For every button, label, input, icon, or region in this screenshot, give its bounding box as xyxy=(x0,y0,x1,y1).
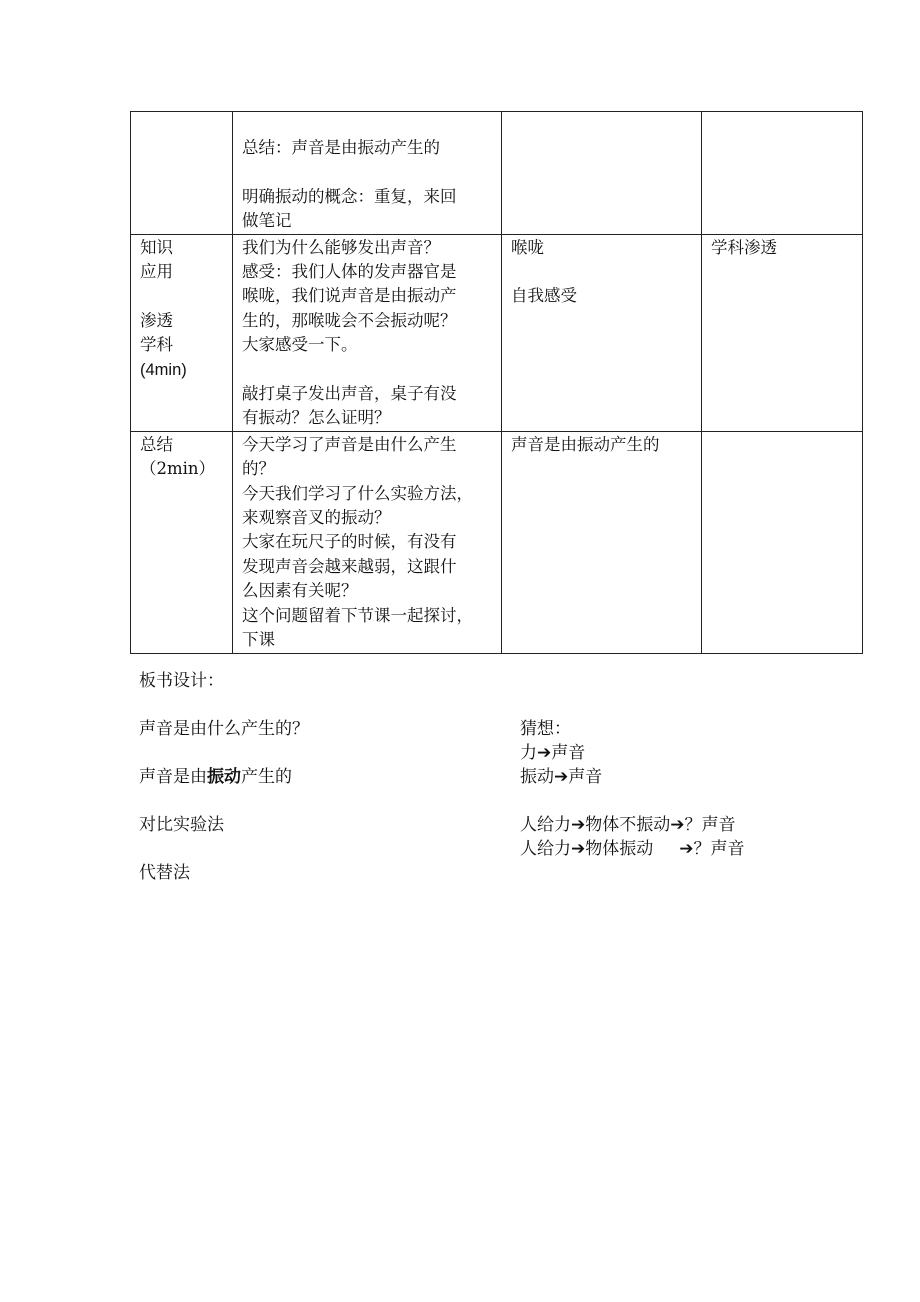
board-right-line xyxy=(520,765,602,789)
board-text: 物体振动 xyxy=(585,839,654,859)
arrow-icon: ➔ xyxy=(670,815,685,835)
board-design-title: 板书设计： xyxy=(139,671,224,691)
board-text: 振动 xyxy=(520,767,554,787)
table-cell xyxy=(233,112,502,235)
board-left-line: 对比实验法 xyxy=(139,815,224,835)
table-cell xyxy=(702,431,863,653)
cell-text: 自我感受 xyxy=(511,286,577,306)
table-row xyxy=(131,112,863,235)
table-row xyxy=(131,431,863,653)
board-text: 人给力 xyxy=(520,839,571,859)
cell-text: 学科 xyxy=(140,335,173,355)
table-cell xyxy=(502,112,702,235)
board-left-line: 声音是由什么产生的？ xyxy=(139,719,309,739)
board-left-line xyxy=(139,765,292,789)
table-cell xyxy=(131,431,233,653)
cell-text: 我们为什么能够发出声音？ xyxy=(242,237,440,257)
cell-text: 来观察音叉的振动？ xyxy=(242,508,391,528)
board-text: 产生的 xyxy=(241,767,292,787)
arrow-icon: ➔ xyxy=(571,839,586,859)
table-row xyxy=(131,234,863,431)
arrow-icon: ➔ xyxy=(571,815,586,835)
cell-text: 喉咙 xyxy=(511,237,544,257)
cell-text: 生的，那喉咙会不会振动呢？ xyxy=(242,310,457,330)
board-right-line xyxy=(520,837,745,861)
table-cell xyxy=(131,234,233,431)
board-left-line: 代替法 xyxy=(139,863,190,883)
cell-text: 今天我们学习了什么实验方法， xyxy=(242,483,473,503)
cell-text: 总结：声音是由振动产生的 xyxy=(242,138,440,157)
cell-text: 有振动？怎么证明？ xyxy=(242,408,391,428)
board-text: 力 xyxy=(520,743,537,763)
board-right-line xyxy=(520,813,736,837)
board-text: 人给力 xyxy=(520,815,571,835)
board-text: 声音是由 xyxy=(139,767,207,787)
cell-text: 做笔记 xyxy=(242,211,292,231)
cell-text: 下课 xyxy=(242,630,275,650)
cell-text: 么因素有关呢？ xyxy=(242,581,358,601)
lesson-plan-table xyxy=(130,111,863,654)
board-bold-text: 振动 xyxy=(207,767,241,787)
board-text: ？声音 xyxy=(684,815,736,835)
arrow-icon: ➔ xyxy=(554,767,569,787)
table-cell xyxy=(502,431,702,653)
table-cell xyxy=(702,234,863,431)
board-text: ？声音 xyxy=(693,839,745,859)
cell-text: 这个问题留着下节课一起探讨， xyxy=(242,605,473,625)
board-right-line: 猜想： xyxy=(520,719,571,739)
cell-text: 总结 xyxy=(140,434,173,454)
table-cell xyxy=(131,112,233,235)
cell-text: 敲打桌子发出声音，桌子有没 xyxy=(242,384,457,404)
cell-text: 今天学习了声音是由什么产生 xyxy=(242,434,457,454)
board-right-line xyxy=(520,741,585,765)
cell-text: 应用 xyxy=(140,262,173,282)
table-cell xyxy=(233,431,502,653)
cell-text: 知识 xyxy=(140,237,173,257)
cell-text: 明确振动的概念：重复，来回 xyxy=(242,186,457,206)
board-text: 声音 xyxy=(568,767,603,787)
cell-text: 大家感受一下。 xyxy=(242,335,358,355)
cell-text: 感受：我们人体的发声器官是 xyxy=(242,262,457,282)
board-text: 物体不振动 xyxy=(585,815,671,835)
cell-text: 喉咙，我们说声音是由振动产 xyxy=(242,286,457,306)
arrow-icon: ➔ xyxy=(537,743,552,763)
arrow-icon: ➔ xyxy=(679,839,694,859)
table-cell xyxy=(233,234,502,431)
cell-text: 学科渗透 xyxy=(711,237,777,257)
board-text: 声音 xyxy=(551,743,586,763)
cell-text: （2min） xyxy=(140,459,216,479)
cell-text: 大家在玩尺子的时候，有没有 xyxy=(242,532,457,552)
cell-text: 的？ xyxy=(242,459,275,479)
table-cell xyxy=(502,234,702,431)
cell-text: 渗透 xyxy=(140,310,173,330)
cell-text: (4min) xyxy=(140,360,187,379)
table-cell xyxy=(702,112,863,235)
cell-text: 发现声音会越来越弱，这跟什 xyxy=(242,556,457,576)
cell-text: 声音是由振动产生的 xyxy=(511,434,660,454)
